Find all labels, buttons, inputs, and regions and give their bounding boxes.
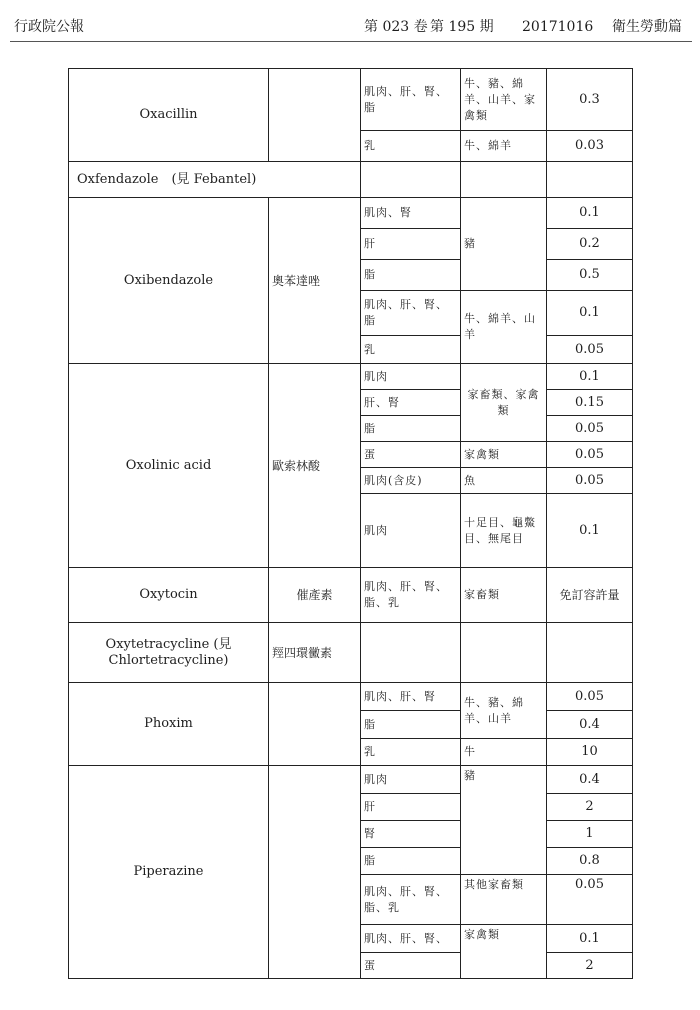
limit-value: 0.1 (547, 291, 633, 336)
tissue: 肌肉、腎 (361, 198, 461, 229)
species: 十足目、龜鱉目、無尾目 (461, 494, 547, 568)
drug-chinese-name: 羥四環黴素 (269, 623, 361, 683)
drug-chinese-name (269, 766, 361, 979)
drug-name: Oxytocin (69, 568, 269, 623)
tissue: 肌肉、肝、腎、脂、乳 (361, 568, 461, 623)
species: 豬 (461, 198, 547, 291)
tissue: 蛋 (361, 442, 461, 468)
drug-name: Phoxim (69, 683, 269, 766)
species (461, 623, 547, 683)
drug-name: Piperazine (69, 766, 269, 979)
drug-chinese-name: 歐索林酸 (269, 364, 361, 568)
tissue: 肌肉、肝、腎 (361, 683, 461, 711)
limit-value: 2 (547, 794, 633, 821)
limit-value: 0.5 (547, 260, 633, 291)
limit-value: 免訂容許量 (547, 568, 633, 623)
limit-value: 0.05 (547, 416, 633, 442)
species: 家畜類 (461, 568, 547, 623)
tissue (361, 623, 461, 683)
tissue: 乳 (361, 131, 461, 162)
tissue: 脂 (361, 711, 461, 739)
tissue: 肝、腎 (361, 390, 461, 416)
limit-value: 0.8 (547, 848, 633, 875)
limit-value: 0.1 (547, 494, 633, 568)
species: 家畜類、家禽類 (461, 364, 547, 442)
drug-chinese-name: 奧苯達唑 (269, 198, 361, 364)
limit-value (547, 623, 633, 683)
limit-value: 0.1 (547, 925, 633, 953)
volume-number: 第 023 卷 (364, 19, 428, 35)
species: 魚 (461, 468, 547, 494)
species: 家禽類 (461, 925, 547, 979)
issue-number: 第 195 期 (430, 19, 494, 35)
species: 豬 (461, 766, 547, 875)
tissue: 肝 (361, 229, 461, 260)
species: 牛、豬、綿羊、山羊、家禽類 (461, 69, 547, 131)
limit-value (547, 162, 633, 198)
drug-name: Oxolinic acid (69, 364, 269, 568)
species: 牛、綿羊 (461, 131, 547, 162)
table-row (69, 623, 633, 683)
tissue: 肌肉、肝、腎、脂、乳 (361, 875, 461, 925)
drug-chinese-name (269, 69, 361, 162)
species: 牛、豬、綿羊、山羊 (461, 683, 547, 739)
issue-date: 20171016 (522, 19, 594, 35)
table-row (69, 766, 633, 794)
tissue: 乳 (361, 739, 461, 766)
tissue: 腎 (361, 821, 461, 848)
tissue: 肌肉 (361, 364, 461, 390)
limit-value: 0.05 (547, 336, 633, 364)
table-row (69, 683, 633, 711)
table-row (69, 364, 633, 390)
species: 其他家畜類 (461, 875, 547, 925)
limit-value: 0.05 (547, 683, 633, 711)
tissue: 脂 (361, 260, 461, 291)
tissue: 脂 (361, 848, 461, 875)
limit-value: 0.05 (547, 442, 633, 468)
tissue: 脂 (361, 416, 461, 442)
gazette-title: 行政院公報 (14, 19, 84, 35)
tissue: 肌肉、肝、腎、脂 (361, 291, 461, 336)
table-row (69, 198, 633, 229)
drug-chinese-name (269, 683, 361, 766)
limit-value: 0.1 (547, 198, 633, 229)
residue-limit-table (68, 68, 633, 979)
tissue: 肝 (361, 794, 461, 821)
limit-value: 1 (547, 821, 633, 848)
drug-name: Oxibendazole (69, 198, 269, 364)
table-row (69, 69, 633, 131)
tissue: 肌肉 (361, 766, 461, 794)
page-header (0, 0, 700, 40)
species (461, 162, 547, 198)
limit-value: 0.4 (547, 766, 633, 794)
tissue: 肌肉 (361, 494, 461, 568)
limit-value: 0.1 (547, 364, 633, 390)
tissue: 乳 (361, 336, 461, 364)
limit-value: 10 (547, 739, 633, 766)
limit-value: 0.03 (547, 131, 633, 162)
header-divider (10, 41, 692, 42)
section-name: 衛生勞動篇 (612, 19, 682, 35)
limit-value: 2 (547, 953, 633, 979)
limit-value: 0.05 (547, 468, 633, 494)
table-row (69, 568, 633, 623)
tissue: 肌肉、肝、腎、 (361, 925, 461, 953)
species: 牛、綿羊、山羊 (461, 291, 547, 364)
limit-value: 0.3 (547, 69, 633, 131)
table-row (69, 162, 633, 198)
tissue: 肌肉(含皮) (361, 468, 461, 494)
tissue: 蛋 (361, 953, 461, 979)
limit-value: 0.15 (547, 390, 633, 416)
species: 家禽類 (461, 442, 547, 468)
tissue: 肌肉、肝、腎、脂 (361, 69, 461, 131)
limit-value: 0.05 (547, 875, 633, 925)
drug-chinese-name: 催產素 (269, 568, 361, 623)
species: 牛 (461, 739, 547, 766)
limit-value: 0.2 (547, 229, 633, 260)
tissue (361, 162, 461, 198)
drug-name: Oxfendazole (見 Febantel) (69, 162, 361, 198)
drug-name: Oxytetracycline (見 Chlortetracycline) (69, 623, 269, 683)
drug-name: Oxacillin (69, 69, 269, 162)
limit-value: 0.4 (547, 711, 633, 739)
